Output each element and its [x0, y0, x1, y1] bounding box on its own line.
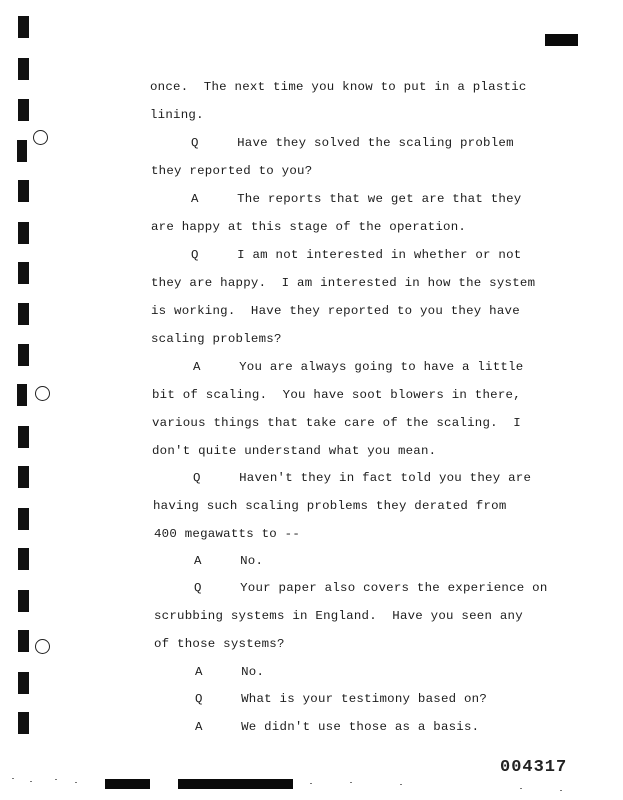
binder-mark [18, 672, 29, 694]
punch-hole [35, 639, 50, 654]
redaction-bar [545, 34, 578, 46]
binder-mark [18, 630, 29, 652]
binder-mark [18, 712, 29, 734]
transcript-line: of those systems? [154, 637, 285, 651]
binder-mark [18, 426, 29, 448]
transcript-line: having such scaling problems they derated from [153, 499, 507, 513]
transcript-line: A The reports that we get are that they [191, 192, 522, 206]
transcript-line: don't quite understand what you mean. [152, 444, 437, 458]
transcript-line: 400 megawatts to -- [154, 527, 301, 541]
transcript-line: Q What is your testimony based on? [195, 692, 488, 706]
transcript-line: A No. [194, 554, 264, 568]
binder-mark [18, 180, 29, 202]
transcript-line: Q Haven't they in fact told you they are [193, 471, 532, 485]
binder-mark [18, 548, 29, 570]
binder-mark [18, 99, 29, 121]
binder-mark [17, 384, 27, 406]
transcript-line: once. The next time you know to put in a plastic [150, 80, 527, 94]
binder-mark [18, 508, 29, 530]
binder-mark [18, 303, 29, 325]
punch-hole [35, 386, 50, 401]
binder-mark [18, 466, 29, 488]
transcript-line: A You are always going to have a little [193, 360, 524, 374]
binder-mark [18, 590, 29, 612]
scan-speck [400, 784, 402, 785]
transcript-line: Q Have they solved the scaling problem [191, 136, 514, 150]
scan-speck [55, 779, 57, 780]
scan-speck [520, 788, 522, 789]
redaction-bar [178, 779, 293, 789]
transcript-line: bit of scaling. You have soot blowers in there, [152, 388, 521, 402]
binder-mark [18, 58, 29, 80]
scan-speck [560, 790, 562, 791]
scan-speck [12, 778, 14, 779]
scan-speck [310, 783, 312, 784]
binder-mark [18, 344, 29, 366]
transcript-line: scrubbing systems in England. Have you seen any [154, 609, 523, 623]
transcript-line: A We didn't use those as a basis. [195, 720, 480, 734]
transcript-line: they reported to you? [151, 164, 313, 178]
transcript-line: is working. Have they reported to you they have [151, 304, 520, 318]
scan-speck [75, 782, 77, 783]
transcript-line: scaling problems? [151, 332, 282, 346]
binder-mark [17, 140, 27, 162]
transcript-line: lining. [150, 108, 204, 122]
redaction-bar [105, 779, 150, 789]
binder-mark [18, 222, 29, 244]
binder-mark [18, 16, 29, 38]
page-number: 004317 [500, 758, 568, 777]
transcript-line: A No. [195, 665, 265, 679]
scan-speck [30, 781, 32, 782]
transcript-line: they are happy. I am interested in how the system [151, 276, 536, 290]
transcript-line: various things that take care of the scaling. I [152, 416, 521, 430]
binder-mark [18, 262, 29, 284]
transcript-line: Q Your paper also covers the experience on [194, 581, 548, 595]
transcript-line: are happy at this stage of the operation. [151, 220, 467, 234]
transcript-line: Q I am not interested in whether or not [191, 248, 522, 262]
punch-hole [33, 130, 48, 145]
scan-speck [350, 782, 352, 783]
